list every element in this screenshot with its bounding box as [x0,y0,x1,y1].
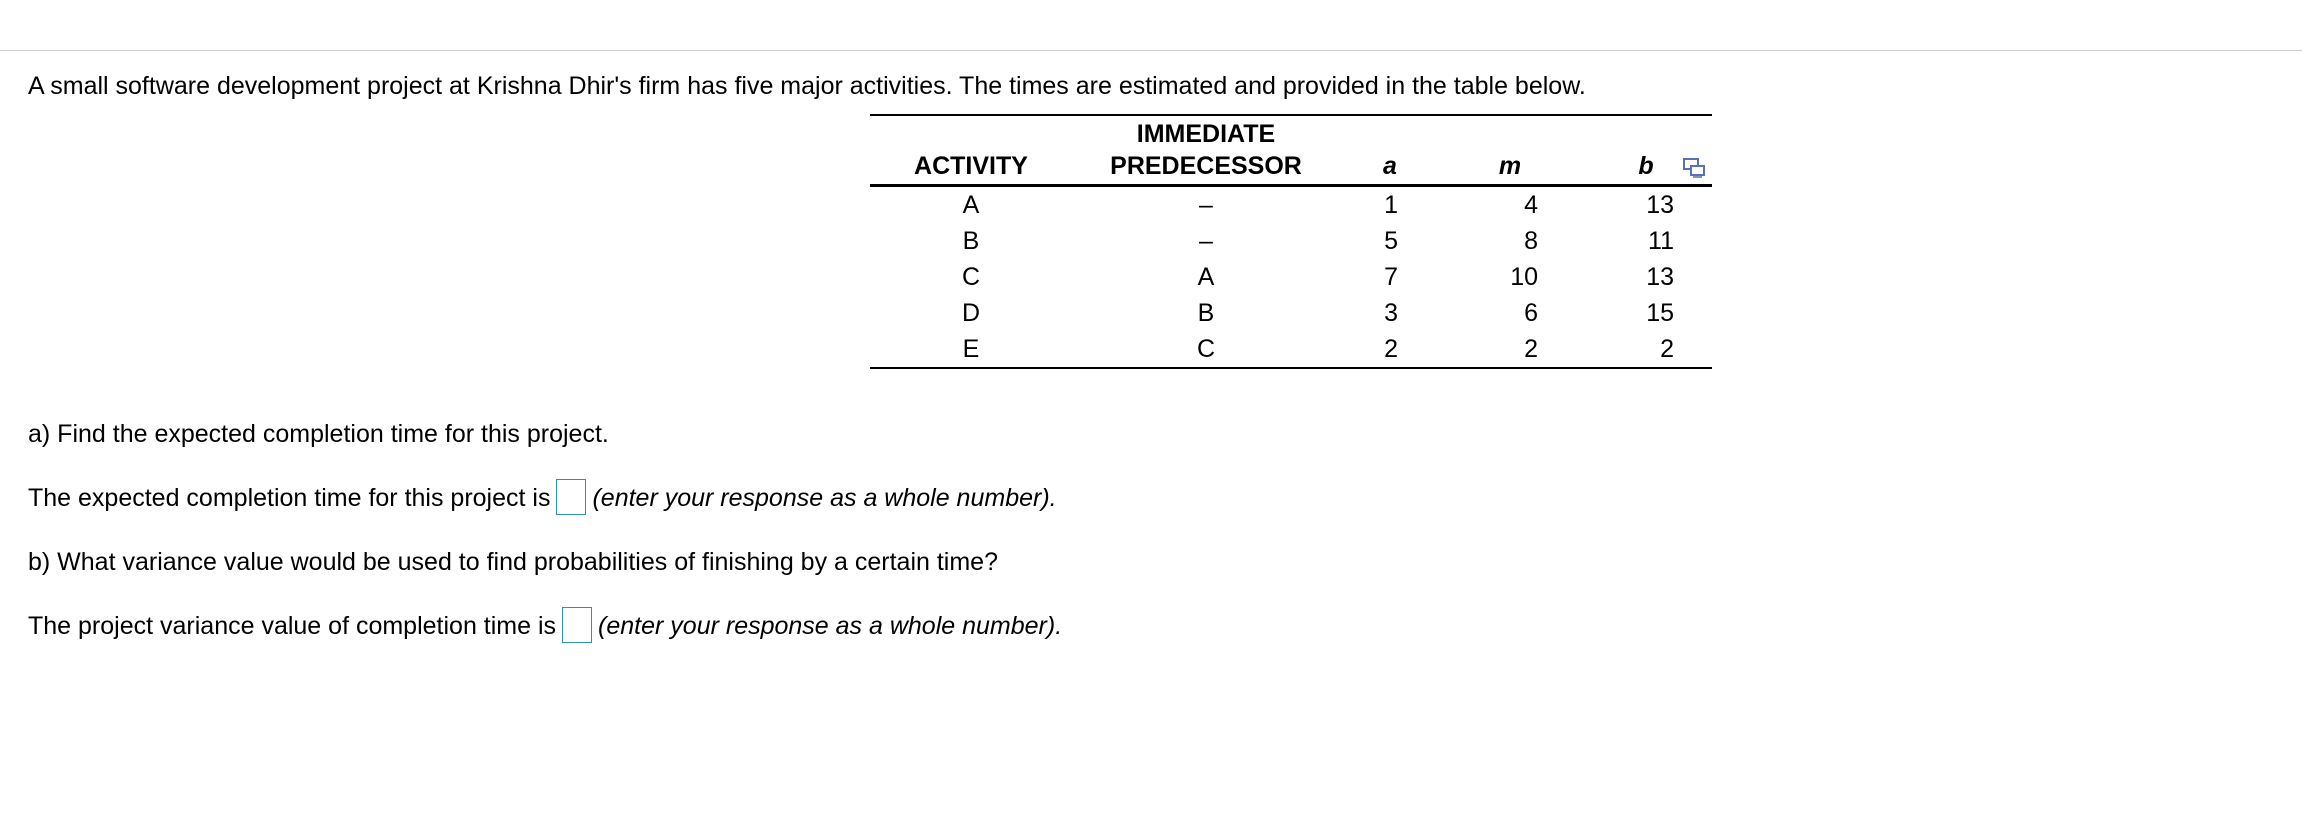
header-a: a [1340,150,1440,186]
part-b-answer-hint: (enter your response as a whole number). [598,612,1063,640]
cell-b: 15 [1646,299,1674,327]
table-row [870,223,1712,259]
cell-predecessor: – [1199,191,1213,219]
cell-predecessor: A [1197,263,1215,291]
cell-predecessor: – [1199,227,1213,255]
cell-a: 7 [1384,263,1398,291]
cell-m: 2 [1524,335,1538,363]
header-predecessor-line2: PREDECESSOR [1072,150,1340,186]
activity-table [870,114,1712,369]
cell-activity: A [962,191,980,219]
part-b-answer-prefix: The project variance value of completion time is [28,612,557,640]
question-content [28,68,2228,640]
header-b: b [1580,150,1712,186]
part-a-answer-prefix: The expected completion time for this project is [28,484,551,512]
cell-predecessor: C [1196,335,1216,363]
copy-table-icon[interactable] [1682,156,1706,180]
cell-a: 3 [1384,299,1398,327]
cell-m: 10 [1510,263,1538,291]
part-b-answer-line [28,608,1062,645]
cell-predecessor: B [1197,299,1215,327]
top-divider [0,50,2302,51]
cell-activity: E [962,335,980,363]
cell-b: 11 [1648,227,1674,255]
cell-m: 4 [1524,191,1538,219]
header-activity: ACTIVITY [870,150,1072,186]
table-row [870,331,1712,368]
cell-a: 2 [1384,335,1398,363]
part-a-answer-line [28,480,1057,517]
variance-input[interactable] [562,607,592,643]
cell-activity: B [962,227,980,255]
table-row [870,186,1712,224]
part-b-question: b) What variance value would be used to find probabilities of finishing by a certain time? [28,548,998,576]
cell-activity: D [961,299,981,327]
part-a-question: a) Find the expected completion time for this project. [28,420,609,448]
problem-intro: A small software development project at Krishna Dhir's firm has five major activities. The times are estimated and provided in the table below. [28,72,1586,100]
cell-b: 2 [1660,335,1674,363]
completion-time-input[interactable] [556,479,586,515]
header-m: m [1440,150,1580,186]
table-row [870,259,1712,295]
activity-table-container [870,114,1712,369]
cell-b: 13 [1646,191,1674,219]
cell-activity: C [961,263,981,291]
cell-b: 13 [1646,263,1674,291]
header-predecessor-line1: IMMEDIATE [1136,120,1276,148]
cell-m: 8 [1524,227,1538,255]
cell-m: 6 [1524,299,1538,327]
cell-a: 5 [1384,227,1398,255]
table-row [870,295,1712,331]
part-a-answer-hint: (enter your response as a whole number). [592,484,1057,512]
cell-a: 1 [1384,191,1398,219]
